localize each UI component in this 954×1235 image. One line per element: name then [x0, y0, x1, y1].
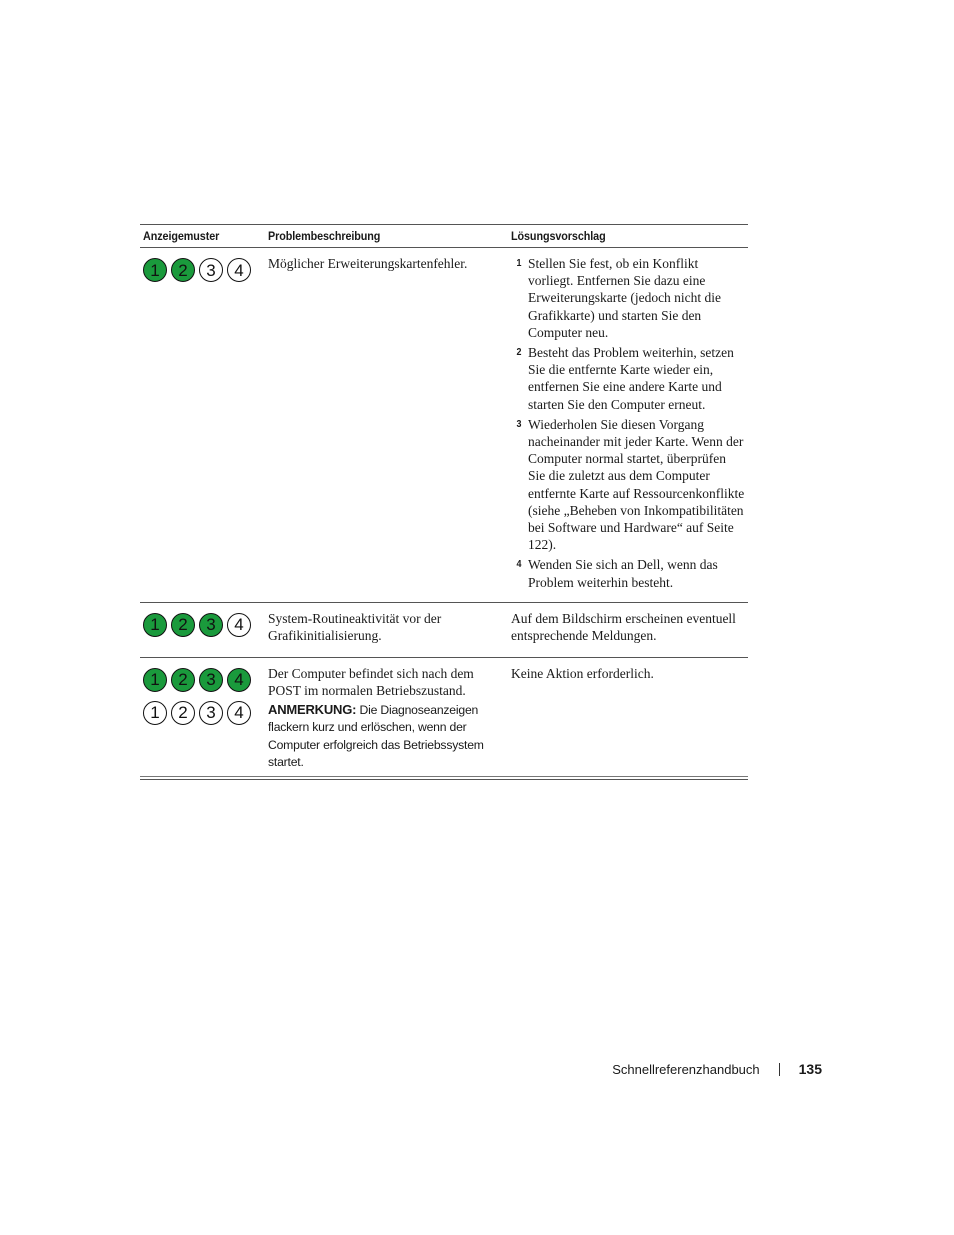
diagnostic-light-icon: 3: [199, 613, 223, 637]
step-text: Wiederholen Sie diesen Vorgang nacheinander mit jeder Karte. Wenn der Computer normal startet, überprüfen Sie die zuletzt aus dem Computer entfernte Karte auf Ressourcenkonflikte (siehe „Beheben von Inkompatibilitäten bei Software und Hardware“ auf Seite 122).: [528, 416, 745, 553]
solution-cell: [508, 657, 748, 779]
header-pattern-label: Anzeigemuster: [143, 229, 220, 243]
diagnostic-light-icon: 4: [227, 701, 251, 725]
light-pattern: [143, 701, 262, 725]
footer-separator: [779, 1063, 780, 1076]
header-pattern: [140, 225, 265, 248]
diagnostic-light-icon: 2: [171, 258, 195, 282]
step-number: 2: [516, 346, 522, 359]
table-row: [140, 248, 748, 603]
light-pattern: [143, 613, 262, 637]
problem-text: Möglicher Erweiterungskartenfehler.: [268, 256, 468, 271]
table-row: [140, 602, 748, 657]
step-text: Wenden Sie sich an Dell, wenn das Problem weiterhin besteht.: [528, 557, 718, 590]
solution-step: [511, 556, 745, 590]
header-row: [140, 225, 748, 248]
step-number: 4: [516, 558, 522, 571]
light-pattern: [143, 668, 262, 692]
pattern-cell: [140, 248, 265, 603]
step-number: 3: [516, 417, 522, 430]
note-text: Die Diagnoseanzeigen flackern kurz und erlöschen, wenn der Computer erfolgreich das Betriebssystem startet.: [268, 703, 484, 769]
problem-text: System-Routineaktivität vor der Grafikinitialisierung.: [268, 610, 442, 644]
solution-text: Keine Aktion erforderlich.: [511, 665, 654, 681]
header-problem-label: Problembeschreibung: [268, 229, 381, 243]
table-row: [140, 657, 748, 779]
diagnostic-light-icon: 2: [171, 613, 195, 637]
step-number: 1: [516, 257, 522, 269]
note-label: ANMERKUNG:: [268, 702, 357, 718]
problem-cell: [265, 602, 508, 657]
problem-cell: [265, 657, 508, 779]
bottom-rule: [140, 776, 748, 777]
diagnostic-light-icon: 1: [143, 613, 167, 637]
pattern-cell: [140, 602, 265, 657]
diagnostic-lights-table-wrap: [140, 224, 748, 780]
diagnostic-light-icon: 3: [199, 701, 223, 725]
footer-title: Schnellreferenzhandbuch: [612, 1061, 760, 1077]
solution-step: [511, 344, 745, 413]
problem-cell: [265, 248, 508, 603]
diagnostic-lights-table: [140, 224, 748, 780]
diagnostic-light-icon: 3: [199, 668, 223, 692]
diagnostic-light-icon: 2: [171, 668, 195, 692]
diagnostic-light-icon: 3: [199, 258, 223, 282]
table-header: [140, 225, 748, 248]
diagnostic-light-icon: 2: [171, 701, 195, 725]
diagnostic-light-icon: 4: [227, 613, 251, 637]
step-text: Besteht das Problem weiterhin, setzen Sie die entfernte Karte wieder ein, entfernen Sie eine andere Karte und starten Sie den Computer erneut.: [528, 345, 734, 412]
header-solution: [508, 225, 748, 248]
solution-steps: [511, 255, 745, 591]
solution-text: Auf dem Bildschirm erscheinen eventuell entsprechende Meldungen.: [511, 610, 736, 644]
pattern-cell: [140, 657, 265, 779]
page-number: 135: [798, 1061, 822, 1077]
solution-cell: [508, 248, 748, 603]
step-text: Stellen Sie fest, ob ein Konflikt vorliegt. Entfernen Sie dazu eine Erweiterungskarte (jedoch nicht die Grafikkarte) und starten Sie den Computer neu.: [528, 256, 722, 340]
page-footer: [0, 1061, 822, 1077]
diagnostic-light-icon: 1: [143, 668, 167, 692]
solution-step: [511, 255, 745, 341]
diagnostic-light-icon: 4: [227, 258, 251, 282]
problem-text: Der Computer befindet sich nach dem POST im normalen Betriebszustand.: [268, 665, 474, 699]
diagnostic-light-icon: 1: [143, 701, 167, 725]
header-problem: [265, 225, 508, 248]
diagnostic-light-icon: 1: [143, 258, 167, 282]
solution-step: [511, 416, 745, 554]
solution-cell: [508, 602, 748, 657]
diagnostic-light-icon: 4: [227, 668, 251, 692]
header-solution-label: Lösungsvorschlag: [511, 229, 606, 243]
note: [268, 701, 505, 771]
light-pattern: [143, 258, 262, 282]
